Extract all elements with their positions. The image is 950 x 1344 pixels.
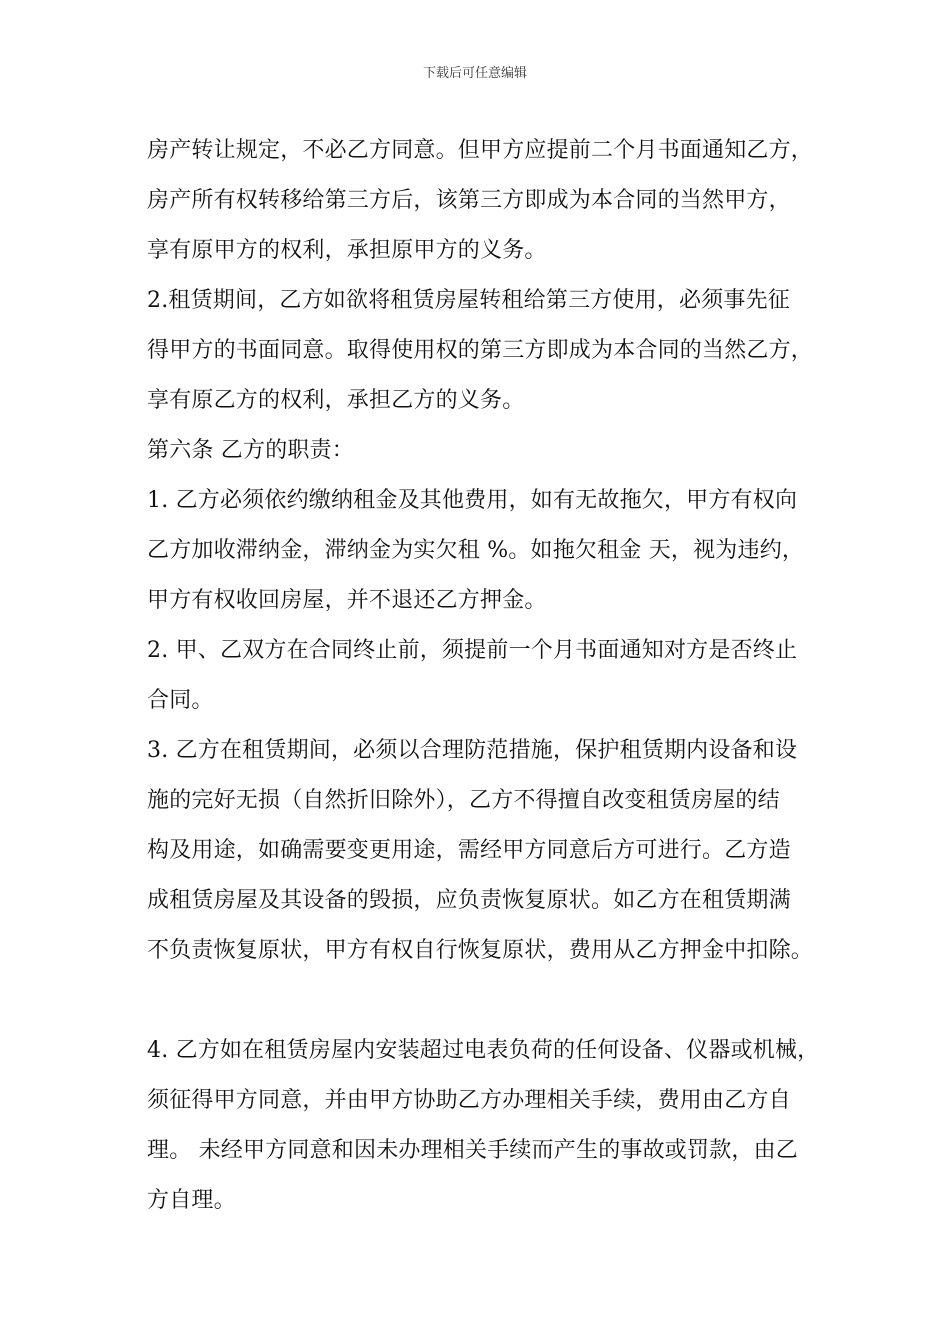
body-line: 1. 乙方必须依约缴纳租金及其他费用，如有无故拖欠，甲方有权向 [147,488,798,513]
body-line: 乙方加收滞纳金，滞纳金为实欠租 %。如拖欠租金 天，视为违约， [147,538,805,563]
body-line: 构及用途，如确需要变更用途，需经甲方同意后方可进行。乙方造 [147,838,791,863]
body-line: 须征得甲方同意，并由甲方协助乙方办理相关手续，费用由乙方自 [147,1088,791,1113]
body-line: 房产所有权转移给第三方后，该第三方即成为本合同的当然甲方， [147,188,791,213]
body-line: 3. 乙方在租赁期间，必须以合理防范措施，保护租赁期内设备和设 [147,738,798,763]
body-line: 2.租赁期间，乙方如欲将租赁房屋转租给第三方使用，必须事先征 [147,288,790,313]
body-line: 不负责恢复原状，甲方有权自行恢复原状，费用从乙方押金中扣除。 [147,938,814,963]
body-line: 甲方有权收回房屋，并不退还乙方押金。 [147,588,547,613]
body-line: 方自理。 [147,1188,236,1213]
body-line: 施的完好无损（自然折旧除外），乙方不得擅自改变租赁房屋的结 [147,788,780,813]
page-header: 下载后可任意编辑 [422,66,527,81]
body-line: 2. 甲、乙双方在合同终止前，须提前一个月书面通知对方是否终止 [147,638,798,663]
body-line: 得甲方的书面同意。取得使用权的第三方即成为本合同的当然乙方， [147,338,814,363]
section-heading: 第六条 乙方的职责： [147,438,354,463]
body-line: 房产转让规定，不必乙方同意。但甲方应提前二个月书面通知乙方， [147,138,814,163]
body-line: 4. 乙方如在租赁房屋内安装超过电表负荷的任何设备、仪器或机械， [147,1038,820,1063]
body-line: 成租赁房屋及其设备的毁损，应负责恢复原状。如乙方在租赁期满 [147,888,791,913]
body-line: 享有原甲方的权利，承担原甲方的义务。 [147,238,547,263]
body-line: 合同。 [147,688,214,713]
body-line: 理。 未经甲方同意和因未办理相关手续而产生的事故或罚款，由乙 [147,1138,798,1163]
body-line: 享有原乙方的权利，承担乙方的义务。 [147,388,525,413]
